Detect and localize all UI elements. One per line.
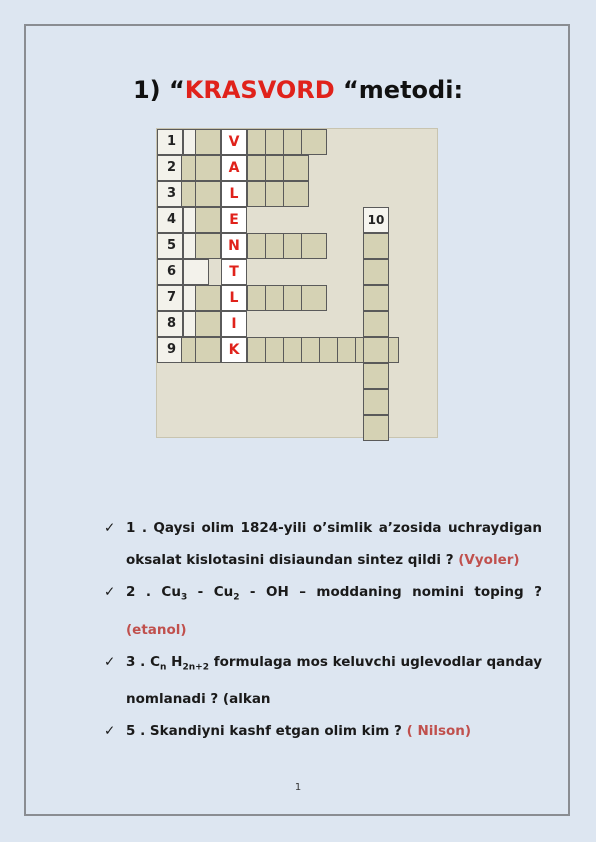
title-prefix: 1) “: [132, 76, 185, 104]
title-suffix: “metodi:: [334, 76, 464, 104]
crossword-cell: [363, 337, 389, 363]
crossword-cell: [363, 363, 389, 389]
crossword-cell: [195, 285, 221, 311]
crossword-cell: [195, 233, 221, 259]
question-3: [104, 646, 542, 716]
question-answer: (Vyoler): [458, 552, 520, 568]
crossword-cell: [195, 311, 221, 337]
crossword-cell: [363, 311, 389, 337]
formula-part: - Cu: [187, 584, 234, 600]
row-number-cell: 8: [157, 311, 183, 337]
formula-subscript: n: [159, 662, 167, 673]
row-number-cell: 2: [157, 155, 183, 181]
formula-subscript: 2n+2: [182, 662, 209, 673]
check-icon: ✓: [104, 723, 116, 740]
title-highlight: KRASVORD: [184, 76, 335, 104]
question-answer: (etanol): [126, 621, 187, 638]
crossword-cell: [283, 181, 309, 207]
keyword-letter-cell: T: [221, 259, 247, 285]
check-icon: ✓: [104, 520, 116, 536]
question-text: formulaga mos keluvchi uglevodlar qanday nomlanadi ? (alkan: [126, 653, 542, 708]
formula-part: 2 . Cu: [126, 584, 181, 600]
row-number-cell: 6: [157, 259, 183, 285]
crossword-cell: [195, 181, 221, 207]
crossword-cell: [195, 129, 221, 155]
check-icon: ✓: [104, 653, 116, 670]
crossword-cell: [301, 233, 327, 259]
keyword-letter-cell: N: [221, 233, 247, 259]
crossword-cell: [363, 285, 389, 311]
question-list: [104, 512, 542, 747]
crossword-cell: [363, 233, 389, 259]
question-2: [104, 576, 542, 646]
page-number: 1: [294, 782, 302, 793]
crossword-cell: [195, 337, 221, 363]
row-number-cell: 5: [157, 233, 183, 259]
crossword-cell: [301, 285, 327, 311]
crossword-cell: [363, 259, 389, 285]
keyword-letter-cell: K: [221, 337, 247, 363]
row-number-cell: 4: [157, 207, 183, 233]
row-number-cell: 1: [157, 129, 183, 155]
crossword-cell: [301, 129, 327, 155]
crossword-cell: [363, 415, 389, 441]
keyword-letter-cell: L: [221, 181, 247, 207]
keyword-letter-cell: I: [221, 311, 247, 337]
crossword-cell: [195, 155, 221, 181]
formula-part: 3 . C: [126, 653, 160, 670]
formula-subscript: 3: [180, 592, 188, 603]
row-number-cell: 3: [157, 181, 183, 207]
column-number-cell: 10: [363, 207, 389, 233]
keyword-letter-cell: L: [221, 285, 247, 311]
keyword-letter-cell: A: [221, 155, 247, 181]
formula-subscript: 2: [233, 592, 240, 603]
formula-part: H: [166, 653, 183, 670]
crossword-cell: [363, 389, 389, 415]
question-answer: ( Nilson): [406, 723, 472, 740]
row-number-cell: 7: [157, 285, 183, 311]
question-1: [104, 512, 542, 576]
check-icon: ✓: [104, 584, 116, 600]
question-4: [104, 715, 542, 747]
crossword-cell: [195, 207, 221, 233]
row-spacer-cell: [183, 259, 209, 285]
question-text: - OH – moddaning nomini toping ?: [239, 584, 542, 600]
keyword-letter-cell: V: [221, 129, 247, 155]
row-number-cell: 9: [157, 337, 183, 363]
question-text: 1 . Qaysi olim 1824-yili o’simlik a’zosida uchraydigan oksalat kislotasini disiaundan sintez qildi ?: [126, 520, 542, 568]
page-title: [0, 76, 596, 104]
crossword-cell: [283, 155, 309, 181]
question-text: 5 . Skandiyni kashf etgan olim kim ?: [126, 723, 402, 740]
keyword-letter-cell: E: [221, 207, 247, 233]
crossword-grid: [156, 128, 438, 438]
